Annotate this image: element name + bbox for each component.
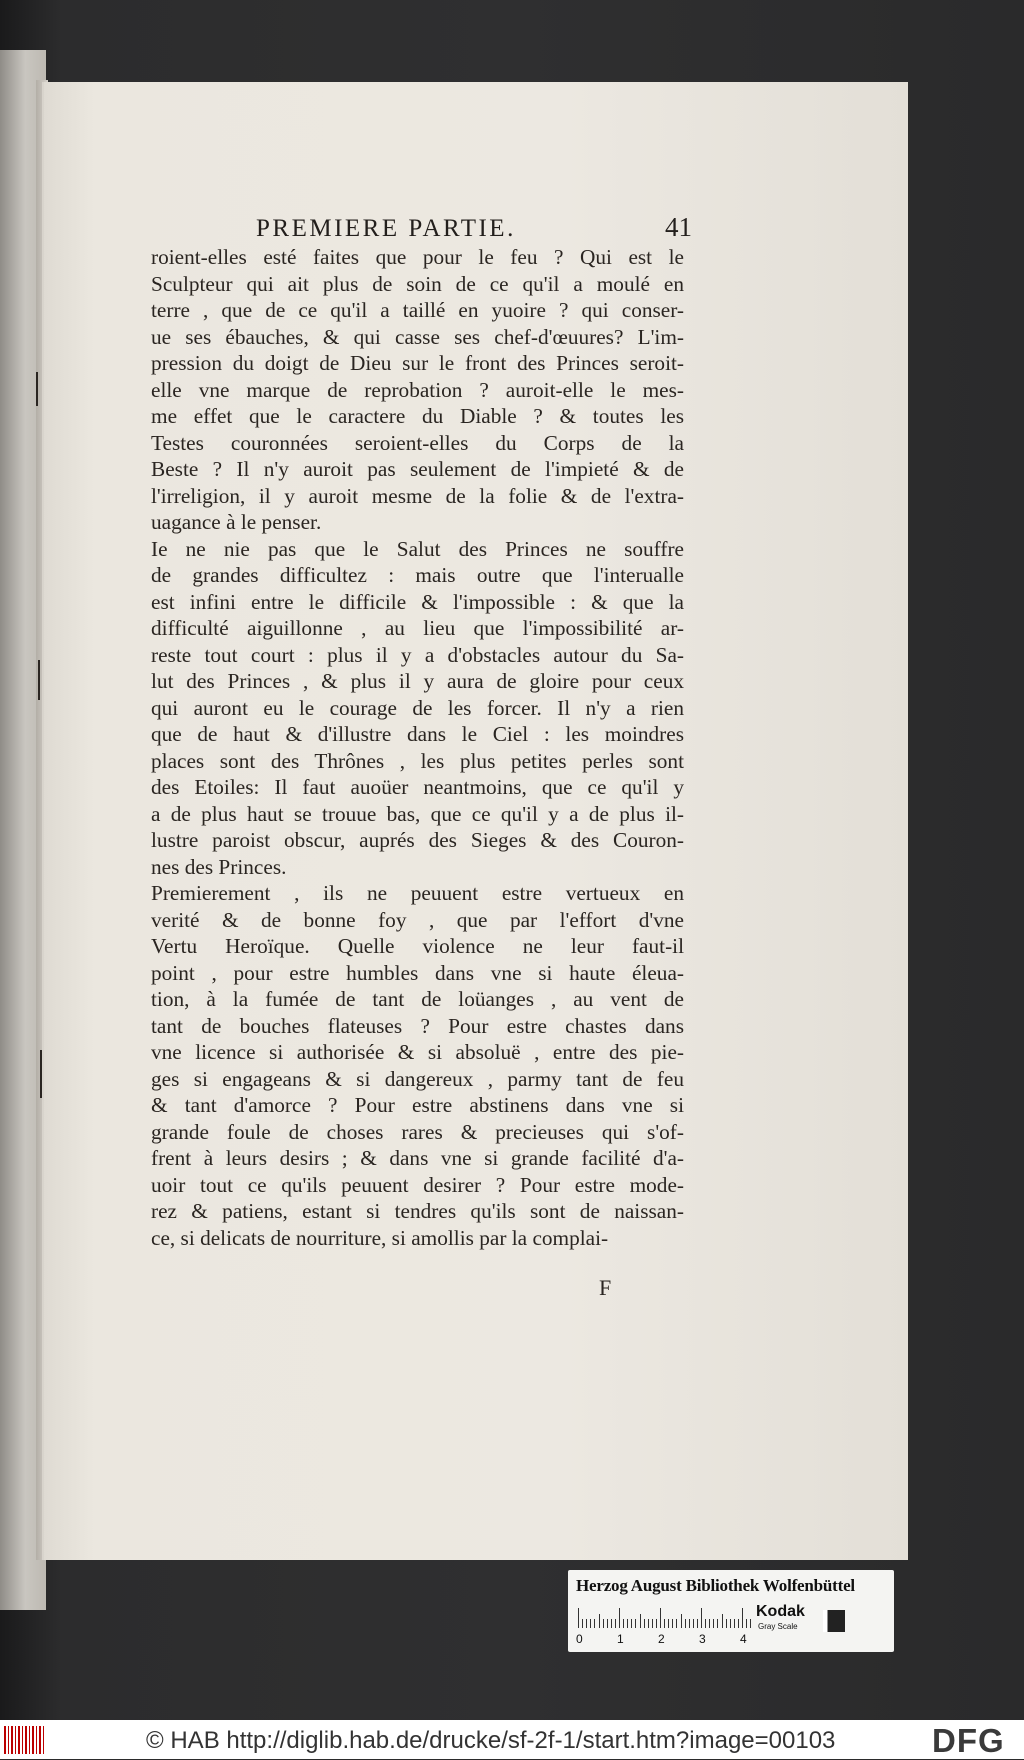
ruler-tick <box>578 1608 579 1628</box>
ruler-tick <box>701 1608 702 1628</box>
text-line: Vertu Heroïque. Quelle violence ne leur faut-il <box>151 934 684 958</box>
page-number: 41 <box>665 212 692 242</box>
ruler-tick <box>594 1619 595 1628</box>
ruler-tick <box>713 1619 714 1628</box>
text-line: que de haut & d'illustre dans le Ciel : les moindres <box>151 722 684 746</box>
ruler-tick <box>631 1619 632 1628</box>
text-line: nes des Princes. <box>151 854 287 879</box>
text-line: rez & patiens, estant si tendres qu'ils sont de naissan- <box>151 1199 684 1223</box>
text-line: vne licence si authorisée & si absoluë , entre des pie- <box>151 1040 684 1064</box>
ruler-tick <box>599 1614 600 1628</box>
ruler-tick <box>635 1619 636 1628</box>
text-line: est infini entre le difficile & l'impossible : & que la <box>151 589 684 614</box>
text-line: uagance à le penser. <box>151 510 322 534</box>
margin-mark <box>36 372 38 406</box>
ruler-tick <box>693 1619 694 1628</box>
text-line: pression du doigt de Dieu sur le front des Princes seroit- <box>151 351 684 375</box>
ruler-tick <box>656 1619 657 1628</box>
ruler-tick <box>734 1619 735 1628</box>
library-name: Herzog August Bibliothek Wolfenbüttel <box>576 1576 855 1595</box>
text-line: uoir tout ce qu'ils peuuent desirer ? Pour estre mode- <box>151 1172 684 1197</box>
scale-number: 4 <box>740 1632 747 1646</box>
body-text <box>151 244 684 1251</box>
ruler-tick <box>750 1619 751 1628</box>
ruler-tick <box>627 1619 628 1628</box>
ruler-tick <box>709 1619 710 1628</box>
ruler-tick <box>689 1619 690 1628</box>
ruler-tick <box>730 1619 731 1628</box>
text-line: Beste ? Il n'y auroit pas seulement de l'impieté & de <box>151 457 684 481</box>
text-line: de grandes difficultez : mais outre que l'interualle <box>151 563 684 587</box>
signature-mark: F <box>599 1275 612 1300</box>
text-line: lustre paroist obscur, auprés des Sieges & des Couron- <box>151 828 684 852</box>
citation-link[interactable]: © HAB http://diglib.hab.de/drucke/sf-2f-1/start.htm?image=00103 <box>146 1727 836 1754</box>
text-line: lut des Princes , & plus il y aura de gloire pour ceux <box>151 669 684 693</box>
ruler-tick <box>705 1619 706 1628</box>
text-line: Ie ne nie pas que le Salut des Princes ne souffre <box>151 536 684 561</box>
text-line: l'irreligion, il y auroit mesme de la folie & de l'extra- <box>151 483 684 508</box>
scale-number: 2 <box>658 1632 665 1646</box>
text-line: Premierement , ils ne peuuent estre vertueux en <box>151 881 684 905</box>
dfg-logo: DFG <box>932 1722 1005 1759</box>
ruler-tick <box>640 1614 641 1628</box>
margin-mark <box>40 1050 42 1098</box>
barcode-icon <box>4 1726 46 1754</box>
ruler-tick <box>644 1619 645 1628</box>
ruler-tick <box>722 1614 723 1628</box>
ruler-tick <box>607 1619 608 1628</box>
footer-bar <box>0 1720 1024 1759</box>
text-line: tion, à la fumée de tant de loüanges , au vent de <box>151 987 684 1011</box>
ruler-tick <box>660 1608 661 1628</box>
ruler-tick <box>590 1619 591 1628</box>
ruler-tick <box>603 1619 604 1628</box>
ruler-tick <box>746 1619 747 1628</box>
ruler-tick <box>681 1614 682 1628</box>
ruler-tick <box>619 1608 620 1628</box>
text-line: difficulté aiguillonne , au lieu que l'impossibilité ar- <box>151 616 684 640</box>
text-line: Testes couronnées seroient-elles du Corps de la <box>151 430 684 455</box>
ruler-tick <box>668 1619 669 1628</box>
ruler-tick <box>664 1619 665 1628</box>
text-line: des Etoiles: Il faut auoüer neantmoins, que ce qu'il y <box>151 775 684 799</box>
text-line: point , pour estre humbles dans vne si haute éleua- <box>151 960 684 985</box>
scale-number: 0 <box>576 1632 583 1646</box>
ruler-tick <box>652 1619 653 1628</box>
text-line: grande foule de choses rares & precieuses qui s'of- <box>151 1119 684 1144</box>
ruler-tick <box>672 1619 673 1628</box>
gray-swatch <box>823 1610 845 1632</box>
text-line: elle vne marque de reprobation ? auroit-elle le mes- <box>151 377 684 402</box>
text-line: reste tout court : plus il y a d'obstacles autour du Sa- <box>151 642 684 667</box>
ruler-tick <box>623 1619 624 1628</box>
text-line: ce, si delicats de nourriture, si amollis par la complai- <box>151 1225 609 1250</box>
text-line: a de plus haut se trouue bas, que ce qu'il y a de plus il- <box>151 801 684 826</box>
gray-scale-text: Gray Scale <box>758 1622 798 1631</box>
ruler-tick <box>738 1619 739 1628</box>
ruler-tick <box>685 1619 686 1628</box>
ruler-tick <box>615 1619 616 1628</box>
kodak-logo: Kodak <box>756 1603 805 1620</box>
ruler-tick <box>697 1619 698 1628</box>
ruler-tick <box>582 1619 583 1628</box>
margin-mark <box>38 660 40 700</box>
ruler-tick <box>586 1619 587 1628</box>
text-line: roient-elles esté faites que pour le feu ? Qui est le <box>151 245 684 269</box>
text-line: me effet que le caractere du Diable ? & toutes les <box>151 404 684 428</box>
text-line: verité & de bonne foy , que par l'effort d'vne <box>151 907 684 932</box>
running-head-title: PREMIERE PARTIE. <box>256 215 516 242</box>
scale-number: 3 <box>699 1632 706 1646</box>
text-line: & tant d'amorce ? Pour estre abstinens dans vne si <box>151 1093 684 1117</box>
text-line: terre , que de ce qu'il a taillé en yuoire ? qui conser- <box>151 298 684 322</box>
ruler-tick <box>742 1608 743 1628</box>
text-line: frent à leurs desirs ; & dans vne si grande facilité d'a- <box>151 1146 684 1170</box>
ruler-tick <box>676 1619 677 1628</box>
text-line: qui auront eu le courage de les forcer. Il n'y a rien <box>151 695 684 720</box>
scale-number: 1 <box>617 1632 624 1646</box>
ruler-tick <box>611 1619 612 1628</box>
text-line: places sont des Thrônes , les plus petites perles sont <box>151 748 684 773</box>
text-line: ue ses ébauches, & qui casse ses chef-d'œuures? L'im- <box>151 324 684 349</box>
text-line: ges si engageans & si dangereux , parmy tant de feu <box>151 1066 684 1091</box>
color-target-label <box>568 1570 894 1652</box>
text-line: tant de bouches flateuses ? Pour estre chastes dans <box>151 1013 684 1038</box>
ruler-tick <box>717 1619 718 1628</box>
ruler-tick <box>726 1619 727 1628</box>
ruler-tick <box>648 1619 649 1628</box>
running-head <box>256 212 692 246</box>
text-line: Sculpteur qui ait plus de soin de ce qu'il a moulé en <box>151 271 684 296</box>
